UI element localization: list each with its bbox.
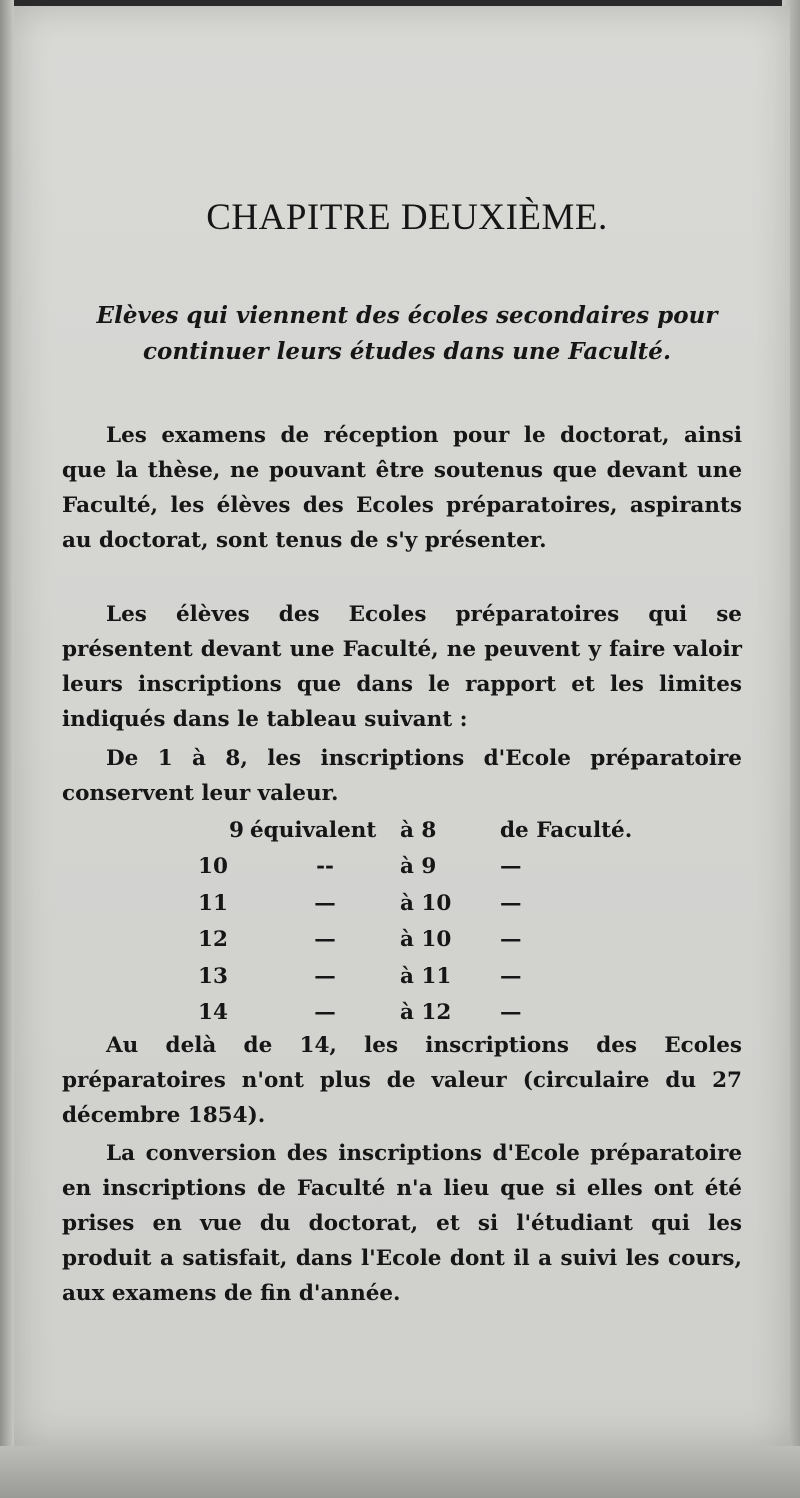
page-bottom-edge (0, 1446, 800, 1498)
conversion-unit: — (500, 963, 522, 989)
conversion-unit: — (500, 890, 522, 916)
conversion-source: 10 (198, 854, 228, 880)
conversion-unit: — (500, 1000, 522, 1026)
conversion-source: 11 (198, 890, 228, 916)
conversion-target: à 9 (400, 854, 437, 880)
chapter-title: CHAPITRE DEUXIÈME. (206, 197, 608, 238)
conversion-table-body (198, 812, 632, 1031)
page-left-edge (0, 0, 14, 1498)
conversion-unit: de Faculté. (500, 817, 633, 843)
conversion-target: à 11 (400, 963, 452, 989)
subtitle-line-2: continuer leurs études dans une Faculté. (143, 338, 671, 365)
conversion-unit: — (500, 854, 522, 880)
conversion-target: à 12 (400, 1000, 452, 1026)
paragraph-5: La conversion des inscriptions d'Ecole préparatoire en inscriptions de Faculté n'a lieu que si elles ont été prises en vue du doctorat, et si l'étudiant qui les produit a satisfait, dans l'Ecole dont il a suivi les cours, aux examens de fin d'année. (62, 1141, 742, 1306)
conversion-target: à 10 (400, 890, 452, 916)
subtitle-line-1: Elèves qui viennent des écoles secondaires pour (96, 302, 718, 329)
conversion-target: à 10 (400, 927, 452, 953)
paragraph-1: Les examens de réception pour le doctorat, ainsi que la thèse, ne pouvant être soutenus que devant une Faculté, les élèves des Ecoles préparatoires, aspirants au doctorat, sont tenus de s'y présenter. (62, 423, 742, 553)
conversion-relation: — (314, 1000, 336, 1026)
conversion-relation: — (314, 890, 336, 916)
conversion-target: à 8 (400, 817, 437, 843)
conversion-row (198, 849, 632, 886)
paragraph-3: De 1 à 8, les inscriptions d'Ecole préparatoire conservent leur valeur. (62, 746, 742, 806)
paragraph-2: Les élèves des Ecoles préparatoires qui se présentent devant une Faculté, ne peuvent y faire valoir leurs inscriptions que dans le rapport et les limites indiqués dans le tableau suivant : (62, 602, 742, 732)
conversion-row (198, 812, 632, 849)
conversion-relation: -- (316, 854, 334, 880)
conversion-relation: équivalent (250, 817, 377, 843)
conversion-row (198, 885, 632, 922)
conversion-relation: — (314, 927, 336, 953)
conversion-row (198, 995, 632, 1032)
conversion-table (198, 812, 632, 1031)
conversion-row (198, 922, 632, 959)
conversion-source: 12 (198, 927, 228, 953)
conversion-source: 14 (198, 1000, 228, 1026)
conversion-source: 13 (198, 963, 228, 989)
chapter-subtitle (62, 298, 752, 370)
conversion-relation: — (314, 963, 336, 989)
conversion-source: 9 (229, 817, 244, 843)
paragraph-4: Au delà de 14, les inscriptions des Ecoles préparatoires n'ont plus de valeur (circulaire du 27 décembre 1854). (62, 1033, 742, 1128)
conversion-unit: — (500, 927, 522, 953)
book-page (14, 6, 790, 1446)
conversion-row (198, 958, 632, 995)
